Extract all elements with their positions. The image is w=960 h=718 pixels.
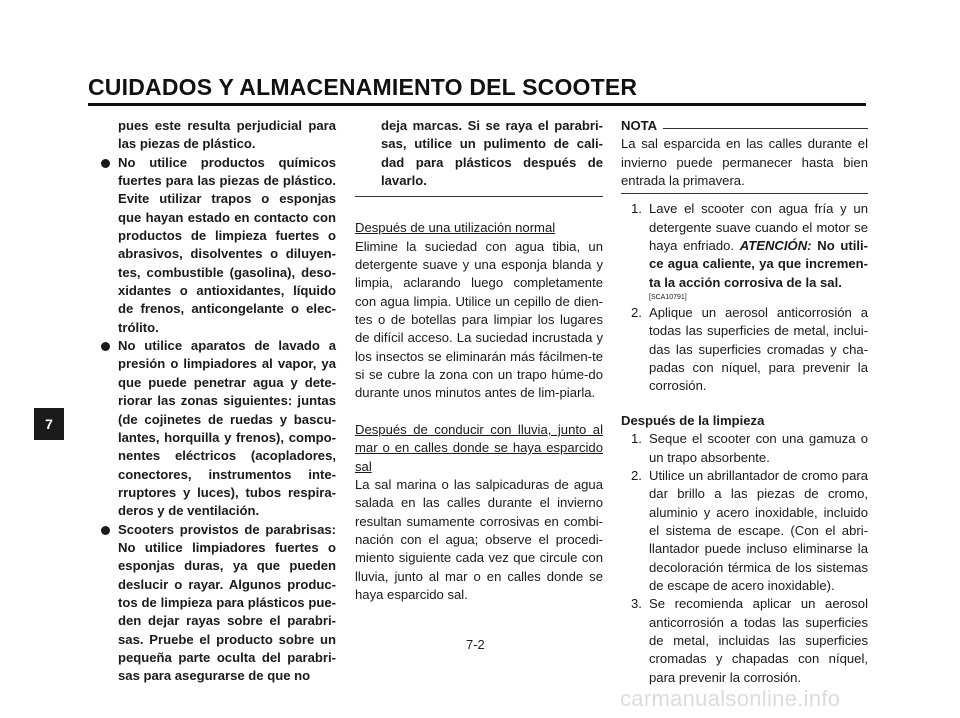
list-text: Lave el scooter con agua fría y un detergente suave cuando el motor se haya enfriado. bbox=[649, 201, 868, 254]
column-2 bbox=[355, 117, 603, 604]
list-item bbox=[621, 430, 868, 467]
section-body: Elimine la suciedad con agua tibia, un detergente suave y una esponja blanda y limpia, aclarando luego completamente con agua limpia. Utilice un cepillo de dien-tes o de botellas para limpiar los lugares de difícil acceso. La suciedad incrustada y los insectos se eliminarán más fácilmen-te si se cubre la zona con un trapo húme-do durante unos minutos antes de lim-piarla. bbox=[355, 238, 603, 401]
bullet-text: No utilice aparatos de lavado a presión o limpiadores al vapor, ya que puede penetrar agua y dete-riorar las zonas siguientes: juntas (de cojinetes de ruedas y bascu-lantes, horquilla y frenos), compo-nentes eléctricos (acopladores, conectores, instrumentos inte-rruptores y luces), tubos respira-deros y de ventilación. bbox=[118, 338, 336, 519]
bullet-icon bbox=[101, 159, 110, 168]
watermark: carmanualsonline.info bbox=[620, 686, 841, 711]
list-item bbox=[621, 595, 868, 687]
list-text: Seque el scooter con una gamuza o un trapo absorbente. bbox=[649, 431, 868, 465]
list-item bbox=[621, 304, 868, 396]
warning-bullet bbox=[100, 154, 336, 337]
column-1 bbox=[100, 117, 336, 686]
section-body: La sal marina o las salpicaduras de agua salada en las calles durante el invierno resultan sumamente corrosivas en combi-nación con el agua; observe el procedi-miento siguiente cada vez que circule con lluvia, junto al mar o en calles donde se haya esparcido sal. bbox=[355, 476, 603, 602]
list-number: 1. bbox=[631, 431, 642, 447]
bullet-icon bbox=[101, 342, 110, 351]
list-item bbox=[621, 200, 868, 304]
note-end-rule bbox=[621, 193, 868, 194]
list-item bbox=[621, 467, 868, 595]
warning-bullet bbox=[100, 337, 336, 520]
chapter-tab: 7 bbox=[34, 408, 64, 440]
list-text: Utilice un abrillantador de cromo para dar brillo a las piezas de cromo, aluminio y acero inoxidable, incluido el sistema de escape. (Con el abri-llantador puede incluso eliminarse la decoloración térmica de los sistemas de escape de acero inoxidable). bbox=[649, 467, 868, 593]
bullet-text: No utilice productos químicos fuertes para las piezas de plástico. Evite utilizar trapos o esponjas que hayan estado en contacto con productos de limpieza fuertes o abrasivos, disolventes o diluyen-tes, combustible (gasolina), deso-xidantes o antioxidantes, líquido de frenos, anticongelante o elec-trólito. bbox=[118, 154, 336, 335]
section-title: CUIDADOS Y ALMACENAMIENTO DEL SCOOTER bbox=[88, 74, 638, 100]
list-number: 2. bbox=[631, 305, 642, 321]
list-text: Aplique un aerosol anticorrosión a todas las superficies de metal, inclui-das las superficies cromadas y cha-padas con níquel, para prevenir la corrosión. bbox=[649, 305, 868, 394]
list-number: 1. bbox=[631, 201, 642, 217]
list-number: 3. bbox=[631, 596, 642, 612]
bullet-text: Scooters provistos de parabrisas: No utilice limpiadores fuertes o esponjas duras, ya que pueden deslucir o rayar. Algunos produc-tos de limpieza para plásticos pue-den dejar rayas sobre el parabri-sas. Pruebe el producto sobre un pequeña parte oculta del parabri-sas para asegurarse de que no bbox=[118, 521, 336, 684]
section-heading: Después de una utilización normal bbox=[355, 220, 556, 236]
warning-code: [SCA10791] bbox=[649, 294, 687, 302]
note-text: La sal esparcida en las calles durante el invierno puede permanecer hasta bien entrada la primavera. bbox=[621, 136, 868, 189]
attention-text: No utili-ce agua caliente, ya que incremen-ta la acción corrosiva de la sal. bbox=[649, 238, 869, 290]
note-rule bbox=[663, 128, 868, 129]
section-heading: Después de conducir con lluvia, junto al mar o en calles donde se haya esparcido sal bbox=[355, 421, 603, 474]
warning-continuation: pues este resulta perjudicial para las piezas de plástico. bbox=[118, 118, 336, 152]
header-divider bbox=[88, 103, 866, 106]
list-number: 2. bbox=[631, 467, 642, 483]
bullet-icon bbox=[101, 526, 110, 535]
section-heading: Después de la limpieza bbox=[621, 412, 765, 428]
warning-continuation: deja marcas. Si se raya el parabri-sas, utilice un pulimento de cali-dad para plásticos después de lavarlo. bbox=[381, 118, 603, 189]
page-number: 7-2 bbox=[466, 637, 485, 652]
attention-label: ATENCIÓN: bbox=[739, 238, 812, 254]
list-text: Se recomienda aplicar un aerosol anticorrosión a todas las superficies de metal, incluidas las superficies cromadas y chapadas con níquel, para prevenir la corrosión. bbox=[649, 596, 868, 685]
warning-bullet bbox=[100, 521, 336, 686]
note-heading bbox=[621, 117, 868, 135]
note-label: NOTA bbox=[621, 118, 658, 133]
column-3 bbox=[621, 117, 868, 687]
